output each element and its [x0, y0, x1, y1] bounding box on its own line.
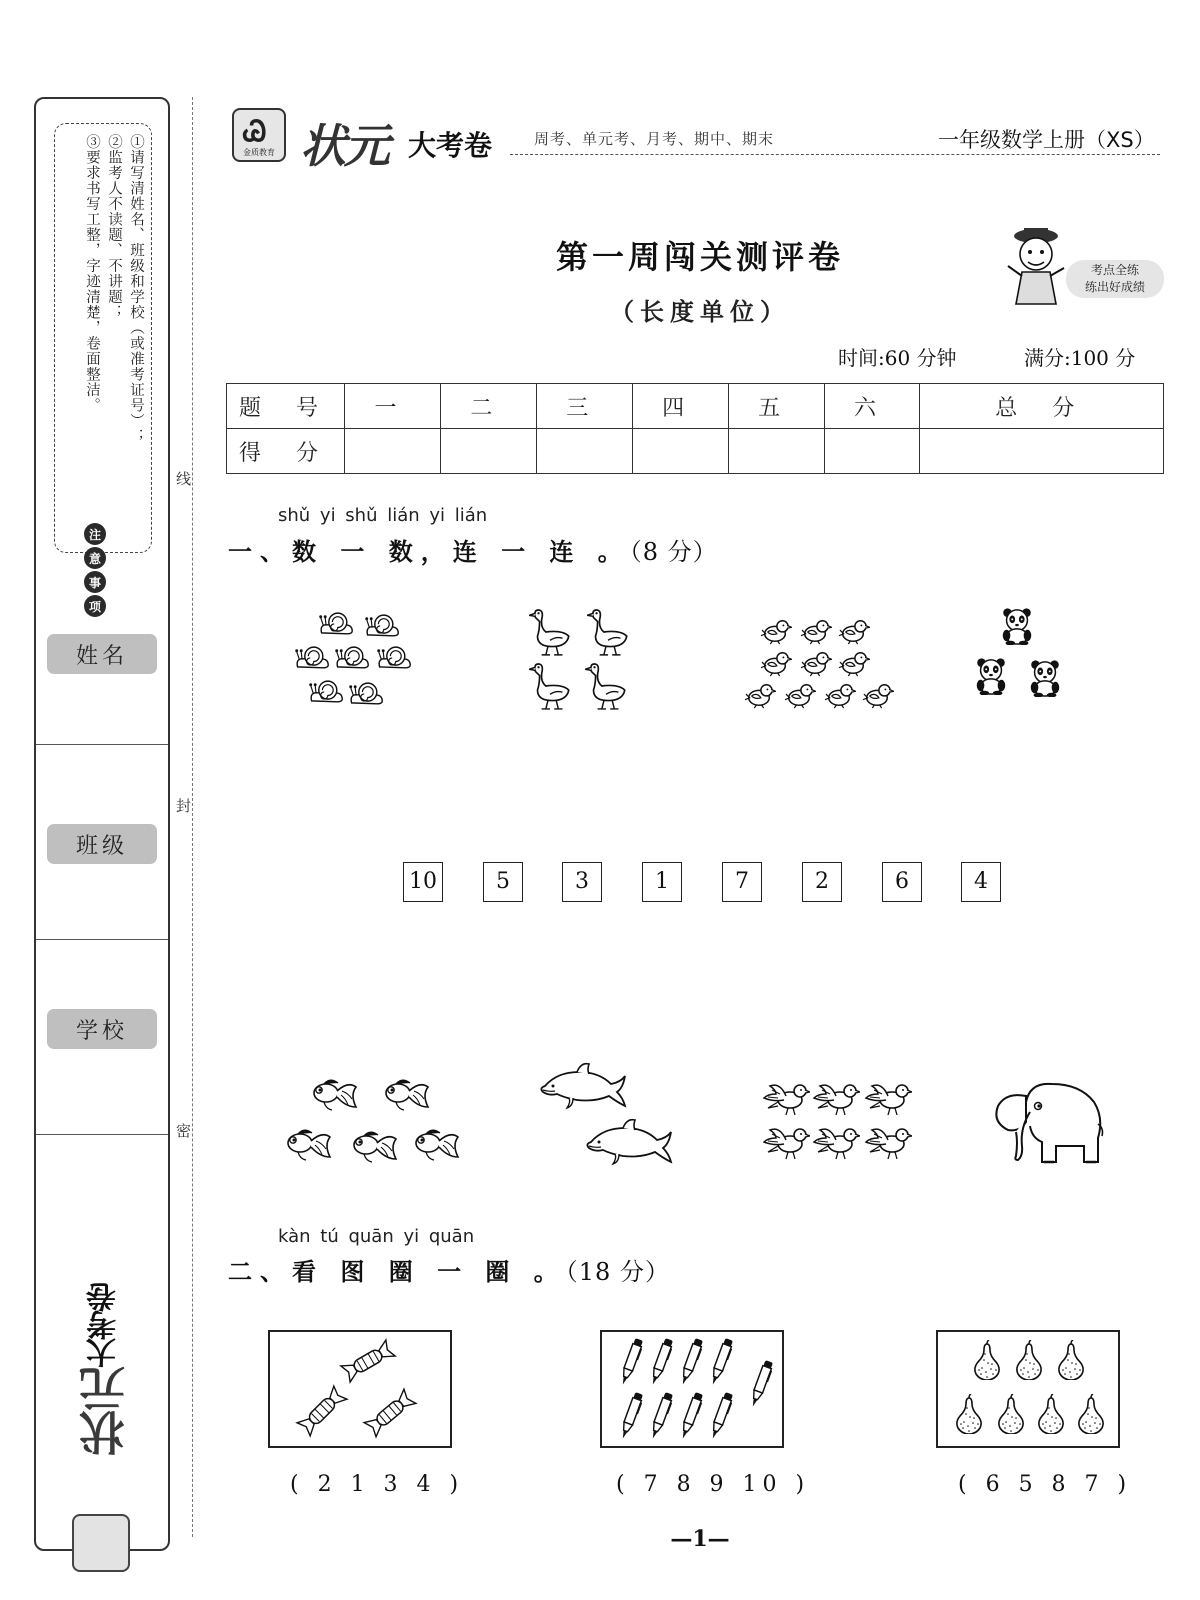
strip-brand-text: 状元 [78, 1368, 132, 1456]
score-entry-cell[interactable] [536, 429, 632, 474]
notice-tag: 意 [84, 547, 106, 569]
number-box[interactable]: 5 [483, 862, 523, 902]
strip-brand-big: 大考卷 [87, 1284, 122, 1368]
cut-mark-secret: 密 [176, 1122, 192, 1140]
page-title: 第一周闯关测评卷 [555, 238, 844, 276]
q1-points: （8 分） [629, 538, 718, 566]
score-entry-cell[interactable] [728, 429, 824, 474]
number-box[interactable]: 4 [961, 862, 1001, 902]
score-entry-cell[interactable] [440, 429, 536, 474]
strip-brand-logo [72, 1284, 138, 1456]
brand-name: 状元 [300, 119, 388, 173]
section-divider [36, 1134, 168, 1135]
pen-picture-frame [600, 1330, 784, 1448]
number-box[interactable]: 1 [642, 862, 682, 902]
notice-line: ②监考人不读题、不讲题； [106, 134, 122, 320]
pen-answer-options[interactable]: ( 7 8 9 10 ) [616, 1472, 811, 1497]
page-number: —1— [670, 1526, 730, 1552]
chick-icon [740, 615, 900, 715]
pear-picture-frame [936, 1330, 1120, 1448]
number-box[interactable]: 7 [722, 862, 762, 902]
mascot-slogan-line: 练出好成绩 [1084, 280, 1145, 294]
name-field-label: 姓名 [47, 634, 157, 674]
exam-notice-text [81, 134, 147, 539]
bird-icon [760, 1078, 920, 1170]
mascot-slogan-line: 考点全练 [1090, 263, 1139, 277]
q2-heading [228, 1252, 670, 1287]
goose-icon [525, 605, 645, 715]
table-cell: 一 [345, 384, 441, 429]
header-rule [510, 154, 1160, 155]
section-divider [36, 939, 168, 940]
publisher-logo-icon [72, 1514, 130, 1572]
pear-answer-options[interactable]: ( 6 5 8 7 ) [958, 1472, 1133, 1497]
pen-icon [602, 1332, 782, 1446]
q1-pinyin: shǔ yi shǔ lián yi lián [278, 505, 488, 526]
publisher-logo-icon [232, 108, 286, 162]
table-cell: 题 号 [227, 384, 345, 429]
q2-heading-text: 二、看 图 圈 一 圈 。 [228, 1257, 566, 1286]
panda-icon [968, 605, 1068, 710]
exam-notice-box [54, 123, 152, 553]
number-box[interactable]: 3 [562, 862, 602, 902]
notice-tag: 事 [84, 571, 106, 593]
table-cell: 二 [440, 384, 536, 429]
candy-icon [270, 1332, 450, 1446]
exam-time: 时间:60 分钟 [838, 346, 957, 370]
q1-heading-text: 一、数 一 数，连 一 连 。 [228, 537, 630, 566]
number-box[interactable]: 6 [882, 862, 922, 902]
logo-mark: Ꮚ [243, 115, 267, 148]
score-entry-cell[interactable] [920, 429, 1164, 474]
notice-tag: 注 [84, 523, 106, 545]
mascot-slogan [1066, 260, 1164, 298]
table-cell: 得 分 [227, 429, 345, 474]
dolphin-icon [535, 1060, 675, 1175]
goldfish-icon [282, 1075, 467, 1175]
score-table [226, 383, 1164, 474]
number-box[interactable]: 10 [403, 862, 443, 902]
notice-tag: 项 [84, 595, 106, 617]
header-subtitle: 周考、单元考、月考、期中、期末 [534, 130, 775, 148]
number-box[interactable]: 2 [802, 862, 842, 902]
notice-tags [84, 523, 106, 617]
candy-answer-options[interactable]: ( 2 1 3 4 ) [290, 1472, 465, 1497]
snail-icon [290, 605, 420, 715]
candy-picture-frame [268, 1330, 452, 1448]
class-field-label: 班级 [47, 824, 157, 864]
section-divider [36, 744, 168, 745]
cut-line [192, 97, 193, 1537]
logo-text: 金质教育 [243, 148, 275, 157]
score-entry-cell[interactable] [345, 429, 441, 474]
table-cell: 总 分 [920, 384, 1164, 429]
notice-line: ①请写清姓名、班级和学校（或准考证号）； [128, 134, 144, 444]
score-entry-cell[interactable] [824, 429, 920, 474]
score-table-header-row [227, 384, 1164, 429]
score-table-score-row [227, 429, 1164, 474]
table-cell: 三 [536, 384, 632, 429]
grade-label: 一年级数学上册（XS） [938, 128, 1155, 152]
full-score: 满分:100 分 [1024, 346, 1136, 370]
q1-heading [228, 532, 718, 567]
brand-name-big: 大考卷 [408, 129, 493, 162]
binding-strip [34, 97, 170, 1551]
notice-line: ③要求书写工整，字迹清楚，卷面整洁。 [84, 134, 100, 413]
score-entry-cell[interactable] [632, 429, 728, 474]
q2-points: （18 分） [565, 1258, 670, 1286]
school-field-label: 学校 [47, 1009, 157, 1049]
pear-icon [938, 1332, 1118, 1446]
table-cell: 四 [632, 384, 728, 429]
table-cell: 六 [824, 384, 920, 429]
page-subtitle: （长度单位） [610, 297, 790, 326]
cut-mark-seal: 封 [176, 797, 192, 815]
cut-mark-line: 线 [176, 470, 192, 488]
elephant-icon [984, 1070, 1109, 1170]
q2-pinyin: kàn tú quān yi quān [278, 1226, 475, 1247]
table-cell: 五 [728, 384, 824, 429]
